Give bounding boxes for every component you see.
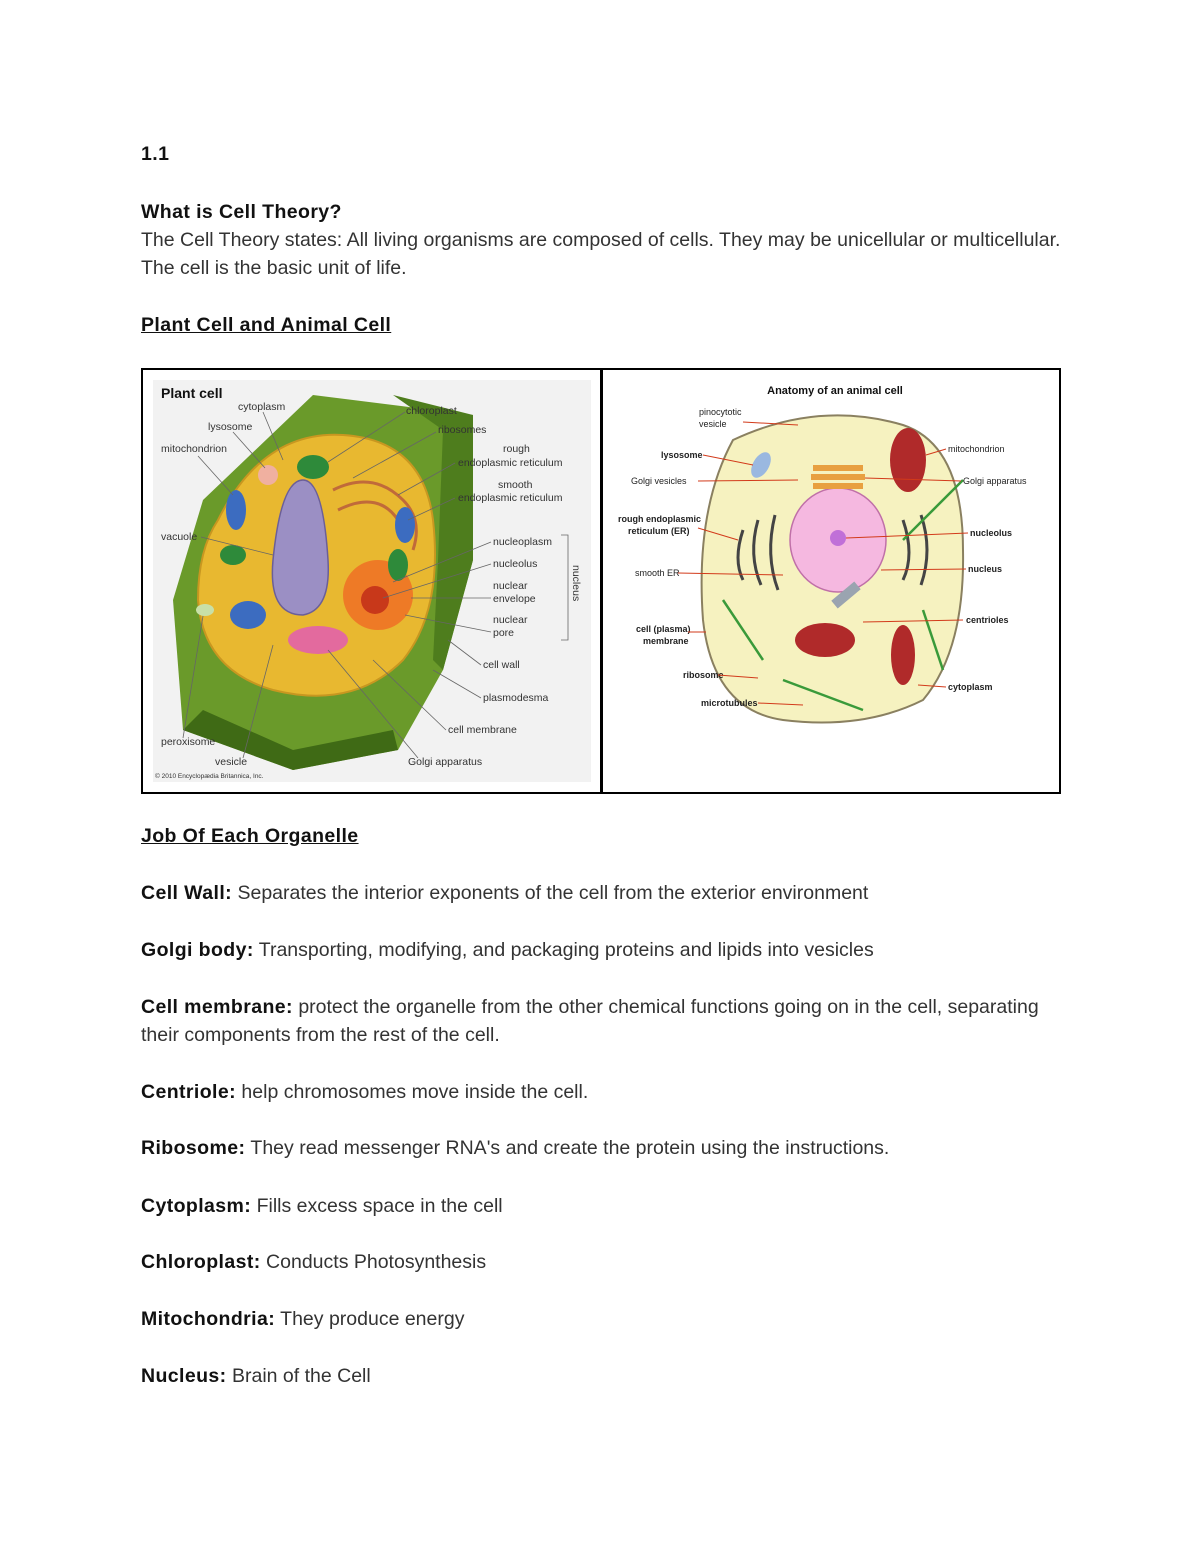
cell-theory-heading: What is Cell Theory? [141, 201, 342, 223]
plant-animal-heading: Plant Cell and Animal Cell [141, 314, 392, 336]
label-smooth-er-2: endoplasmic reticulum [458, 492, 563, 504]
label-nuclear-envelope-2: envelope [493, 593, 536, 605]
organelle-def-golgi-body: Golgi body: Transporting, modifying, and packaging proteins and lipids into vesicles [141, 939, 874, 961]
label-vacuole: vacuole [161, 531, 198, 543]
label-cytoplasm: cytoplasm [238, 401, 286, 413]
label-vesicle: vesicle [215, 756, 248, 768]
label-nucleolus: nucleolus [493, 558, 538, 570]
plant-copyright: © 2010 Encyclopædia Britannica, Inc. [155, 773, 264, 780]
label-nucleoplasm: nucleoplasm [493, 536, 552, 548]
animal-label-cell-membrane-2: membrane [643, 636, 689, 646]
animal-label-cytoplasm: cytoplasm [948, 682, 993, 692]
label-ribosomes: ribosomes [438, 424, 487, 436]
plant-cell-diagram [143, 370, 600, 792]
label-cell-membrane: cell membrane [448, 724, 517, 736]
organelles-heading: Job Of Each Organelle [141, 825, 359, 847]
organelle-def-ribosome: Ribosome: They read messenger RNA's and create the protein using the instructions. [141, 1137, 890, 1159]
label-cell-wall: cell wall [483, 659, 520, 671]
animal-label-cell-membrane-1: cell (plasma) [636, 624, 691, 634]
section-number: 1.1 [141, 143, 170, 165]
label-mitochondrion: mitochondrion [161, 443, 227, 455]
animal-label-ribosome: ribosome [683, 670, 724, 680]
animal-label-pinocytotic-1: pinocytotic [699, 407, 742, 417]
animal-label-nucleus: nucleus [968, 564, 1003, 574]
label-nuclear-envelope-1: nuclear [493, 580, 528, 592]
animal-cell-title: Anatomy of an animal cell [767, 385, 903, 397]
animal-label-centrioles: centrioles [966, 615, 1009, 625]
organelle-def-cell-membrane: Cell membrane: protect the organelle from the other chemical functions going on in the cell, separating their components from the rest of the cell. [141, 996, 1039, 1046]
animal-label-golgi-apparatus: Golgi apparatus [963, 476, 1027, 486]
label-smooth-er-1: smooth [498, 479, 533, 491]
label-rough-er-2: endoplasmic reticulum [458, 457, 563, 469]
animal-label-golgi-vesicles: Golgi vesicles [631, 476, 687, 486]
label-peroxisome: peroxisome [161, 736, 216, 748]
cell-theory-text: The Cell Theory states: All living organisms are composed of cells. They may be unicellular or multicellular. The cell is the basic unit of life. [141, 229, 1061, 279]
label-plasmodesma: plasmodesma [483, 692, 549, 704]
label-golgi: Golgi apparatus [408, 756, 483, 768]
animal-label-smooth-er: smooth ER [635, 568, 680, 578]
organelle-def-chloroplast: Chloroplast: Conducts Photosynthesis [141, 1251, 487, 1273]
organelle-def-cell-wall: Cell Wall: Separates the interior exponents of the cell from the exterior environment [141, 882, 869, 904]
label-lysosome: lysosome [208, 421, 253, 433]
plant-cell-title: Plant cell [161, 385, 223, 401]
animal-label-microtubules: microtubules [701, 698, 758, 708]
label-chloroplast: chloroplast [406, 405, 457, 417]
organelle-def-nucleus: Nucleus: Brain of the Cell [141, 1365, 371, 1387]
organelle-def-centriole: Centriole: help chromosomes move inside the cell. [141, 1081, 589, 1103]
cell-image-table [141, 368, 1061, 794]
animal-label-lysosome: lysosome [661, 450, 703, 460]
animal-label-pinocytotic-2: vesicle [699, 419, 727, 429]
animal-label-nucleolus: nucleolus [970, 528, 1013, 538]
animal-label-rough-er-1: rough endoplasmic [618, 514, 702, 524]
label-nuclear-pore-1: nuclear [493, 614, 528, 626]
label-nuclear-pore-2: pore [493, 627, 515, 639]
animal-label-mitochondrion: mitochondrion [948, 444, 1005, 454]
label-nucleus: nucleus [570, 565, 582, 602]
organelle-def-mitochondria: Mitochondria: They produce energy [141, 1308, 465, 1330]
animal-cell-diagram [603, 370, 1058, 792]
label-rough-er-1: rough [503, 443, 530, 455]
animal-label-rough-er-2: reticulum (ER) [628, 526, 690, 536]
organelle-def-cytoplasm: Cytoplasm: Fills excess space in the cell [141, 1195, 503, 1217]
